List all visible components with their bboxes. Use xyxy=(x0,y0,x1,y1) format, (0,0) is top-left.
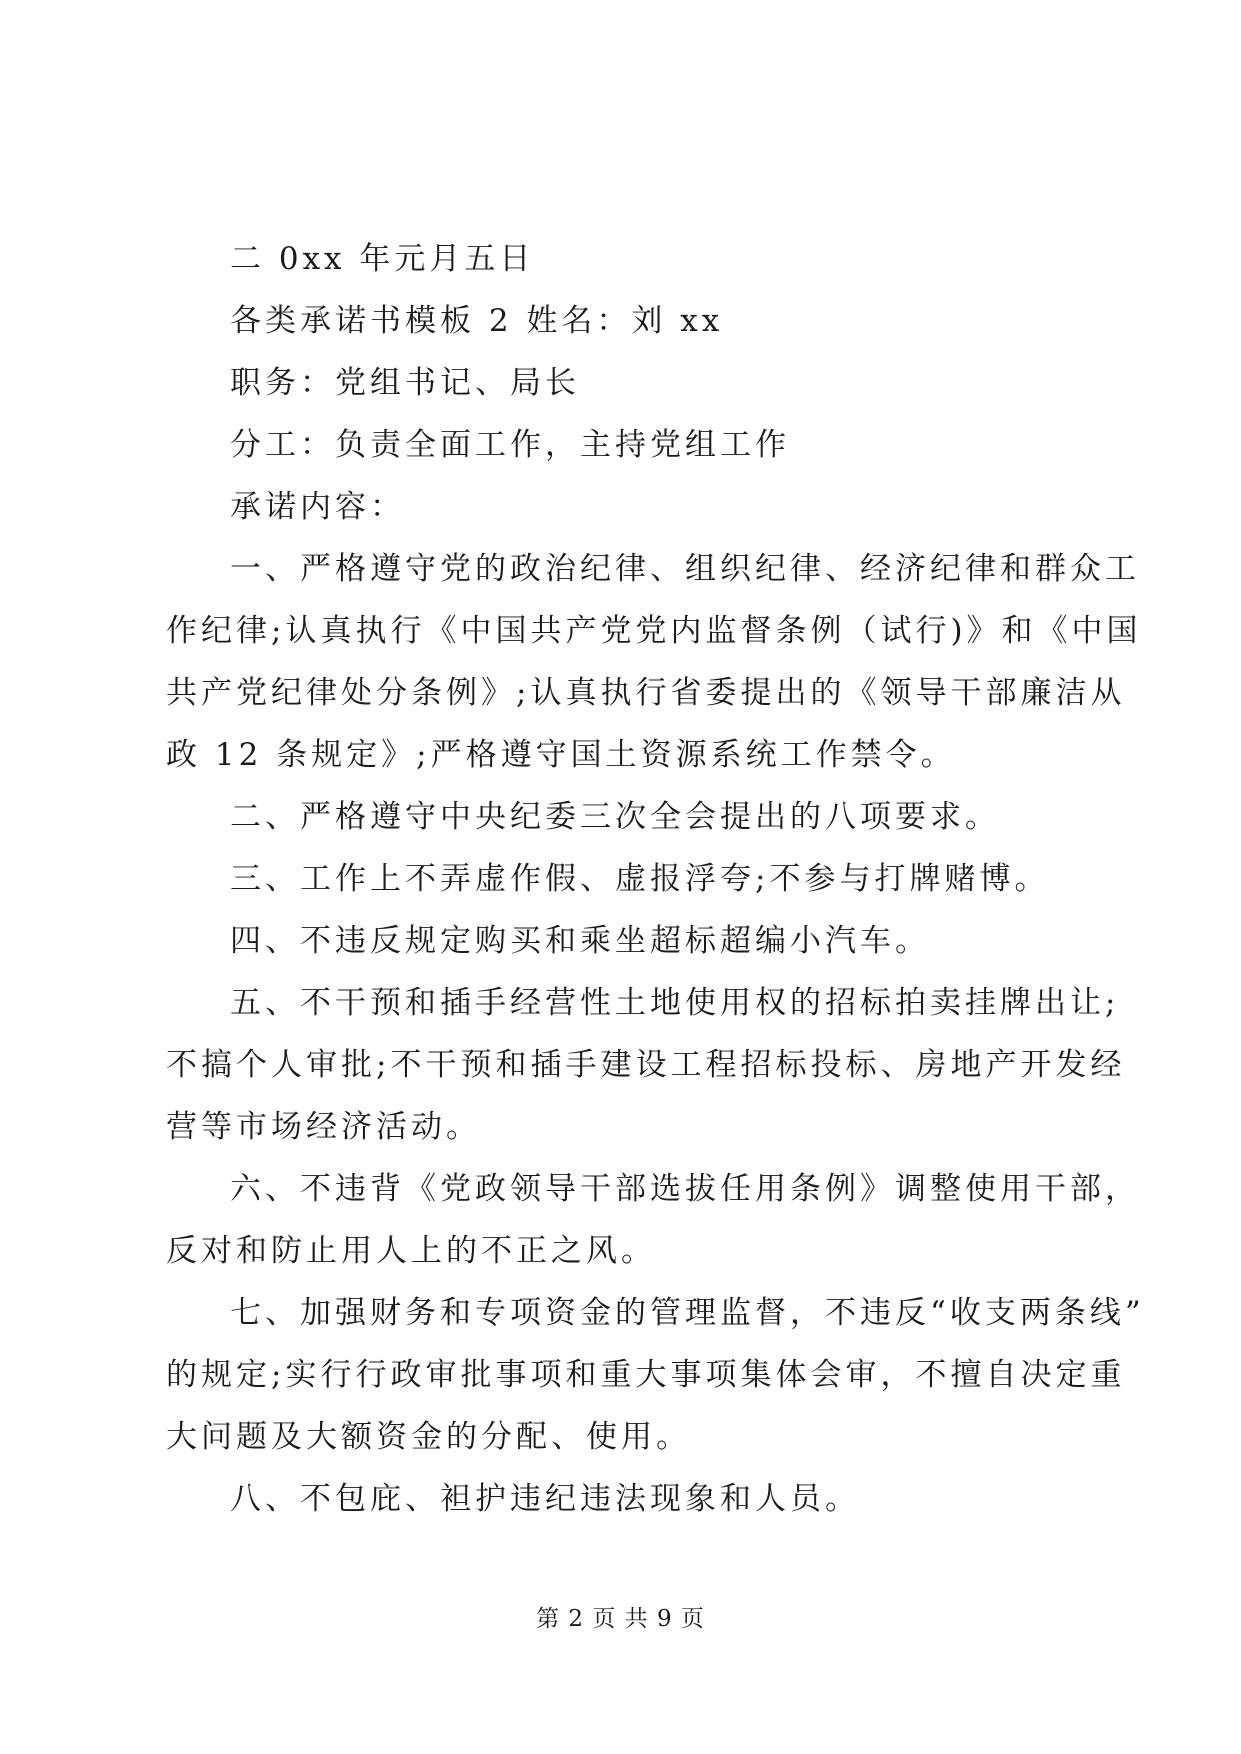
commitment-heading: 承诺内容： xyxy=(230,489,405,525)
division-line: 分工：负责全面工作，主持党组工作 xyxy=(230,427,790,463)
template-name-line: 各类承诺书模板 2 姓名：刘 xx xyxy=(230,303,724,339)
paragraph-line: 不搞个人审批;不干预和插手建设工程招标投标、房地产开发经 xyxy=(166,1047,1126,1083)
paragraph-line: 八、不包庇、袒护违纪违法现象和人员。 xyxy=(230,1481,860,1517)
paragraph-line: 四、不违反规定购买和乘坐超标超编小汽车。 xyxy=(230,923,930,959)
paragraph-line: 三、工作上不弄虚作假、虚报浮夸;不参与打牌赌博。 xyxy=(230,861,1050,897)
paragraph-line: 共产党纪律处分条例》;认真执行省委提出的《领导干部廉洁从 xyxy=(166,675,1126,711)
paragraph-line: 的规定;实行行政审批事项和重大事项集体会审，不擅自决定重 xyxy=(166,1357,1126,1393)
date-line: 二 0xx 年元月五日 xyxy=(230,241,535,277)
paragraph-line: 二、严格遵守中央纪委三次全会提出的八项要求。 xyxy=(230,799,1000,835)
paragraph-line: 作纪律;认真执行《中国共产党党内监督条例（试行)》和《中国 xyxy=(166,613,1142,649)
position-line: 职务：党组书记、局长 xyxy=(230,365,580,401)
paragraph-line: 六、不违背《党政领导干部选拔任用条例》调整使用干部， xyxy=(230,1171,1140,1207)
paragraph-line: 政 12 条规定》;严格遵守国土资源系统工作禁令。 xyxy=(166,737,956,773)
paragraph-line: 七、加强财务和专项资金的管理监督，不违反“收支两条线” xyxy=(230,1295,1145,1331)
page-number-footer: 第 2 页 共 9 页 xyxy=(536,1606,705,1632)
document-body xyxy=(166,228,1145,1530)
paragraph-line: 反对和防止用人上的不正之风。 xyxy=(166,1233,656,1269)
paragraph-line: 大问题及大额资金的分配、使用。 xyxy=(166,1419,691,1455)
paragraph-line: 营等市场经济活动。 xyxy=(166,1109,481,1145)
paragraph-line: 五、不干预和插手经营性土地使用权的招标拍卖挂牌出让; xyxy=(230,985,1120,1021)
paragraph-line: 一、严格遵守党的政治纪律、组织纪律、经济纪律和群众工 xyxy=(230,551,1140,587)
